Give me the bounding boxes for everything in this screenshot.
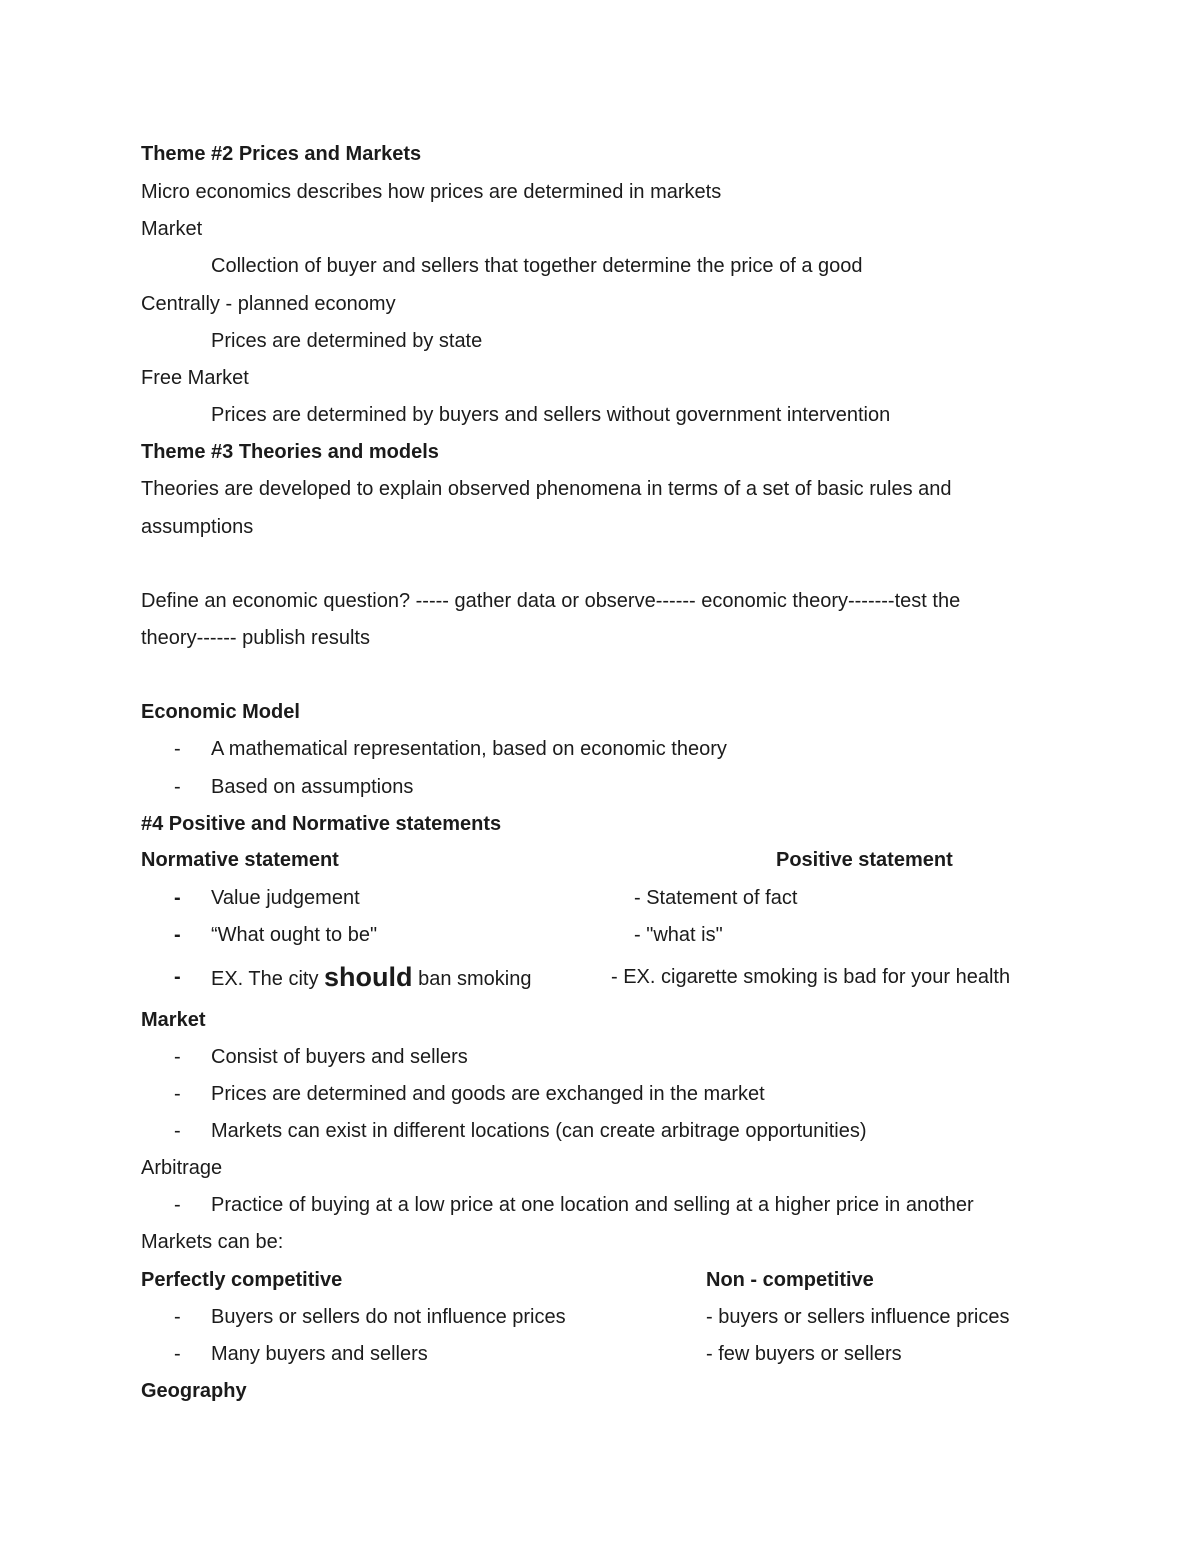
bullet-dash: - <box>174 887 181 909</box>
model-bullet-2: Based on assumptions <box>211 776 414 798</box>
perfectly-competitive-heading: Perfectly competitive <box>141 1269 343 1291</box>
bullet-dash: - <box>174 1194 181 1216</box>
should-emphasis: should <box>324 962 413 992</box>
non-item-1: - buyers or sellers influence prices <box>706 1306 1010 1328</box>
bullet-dash: - <box>174 1083 181 1105</box>
process-line1: Define an economic question? ----- gather data or observe------ economic theory-------test the <box>141 590 961 612</box>
example-text-end: ban smoking <box>412 968 532 990</box>
bullet-dash: - <box>174 1306 181 1328</box>
market-bullet-2: Prices are determined and goods are exchanged in the market <box>211 1083 765 1105</box>
statements-heading: #4 Positive and Normative statements <box>141 813 502 835</box>
arbitrage-bullet: Practice of buying at a low price at one location and selling at a higher price in another <box>211 1194 974 1216</box>
theme3-text-line1: Theories are developed to explain observed phenomena in terms of a set of basic rules and <box>141 478 952 500</box>
perfect-item-1: Buyers or sellers do not influence prices <box>211 1306 566 1328</box>
bullet-dash: - <box>174 1120 181 1142</box>
economic-model-heading: Economic Model <box>141 701 300 723</box>
geography-heading: Geography <box>141 1380 247 1402</box>
theme2-heading: Theme #2 Prices and Markets <box>141 143 422 165</box>
bullet-dash: - <box>174 924 181 946</box>
market-bullet-3: Markets can exist in different locations (can create arbitrage opportunities) <box>211 1120 867 1142</box>
process-line2: theory------ publish results <box>141 627 370 649</box>
theme3-heading: Theme #3 Theories and models <box>141 441 439 463</box>
market-bullet-1: Consist of buyers and sellers <box>211 1046 468 1068</box>
free-market-definition: Prices are determined by buyers and sellers without government intervention <box>211 404 891 426</box>
theme2-intro: Micro economics describes how prices are determined in markets <box>141 181 722 203</box>
market-heading: Market <box>141 1009 206 1031</box>
bullet-dash: - <box>174 1343 181 1365</box>
centrally-planned-definition: Prices are determined by state <box>211 330 483 352</box>
normative-item-3 <box>211 962 531 994</box>
market-definition: Collection of buyer and sellers that together determine the price of a good <box>211 255 863 277</box>
normative-heading: Normative statement <box>141 849 339 871</box>
positive-item-1: - Statement of fact <box>634 887 798 909</box>
bullet-dash: - <box>174 966 181 988</box>
example-text-start: EX. The city <box>211 968 325 990</box>
positive-item-3: - EX. cigarette smoking is bad for your health <box>611 966 1011 988</box>
non-competitive-heading: Non - competitive <box>706 1269 874 1291</box>
bullet-dash: - <box>174 776 181 798</box>
positive-heading: Positive statement <box>776 849 953 871</box>
theme3-text-line2: assumptions <box>141 516 254 538</box>
free-market-term: Free Market <box>141 367 249 389</box>
positive-item-2: - "what is" <box>634 924 723 946</box>
bullet-dash: - <box>174 1046 181 1068</box>
bullet-dash: - <box>174 738 181 760</box>
arbitrage-term: Arbitrage <box>141 1157 223 1179</box>
normative-item-1: Value judgement <box>211 887 360 909</box>
non-item-2: - few buyers or sellers <box>706 1343 902 1365</box>
markets-can-be: Markets can be: <box>141 1231 284 1253</box>
centrally-planned-term: Centrally - planned economy <box>141 293 396 315</box>
market-term: Market <box>141 218 203 240</box>
model-bullet-1: A mathematical representation, based on economic theory <box>211 738 727 760</box>
perfect-item-2: Many buyers and sellers <box>211 1343 428 1365</box>
normative-item-2: “What ought to be" <box>211 924 378 946</box>
